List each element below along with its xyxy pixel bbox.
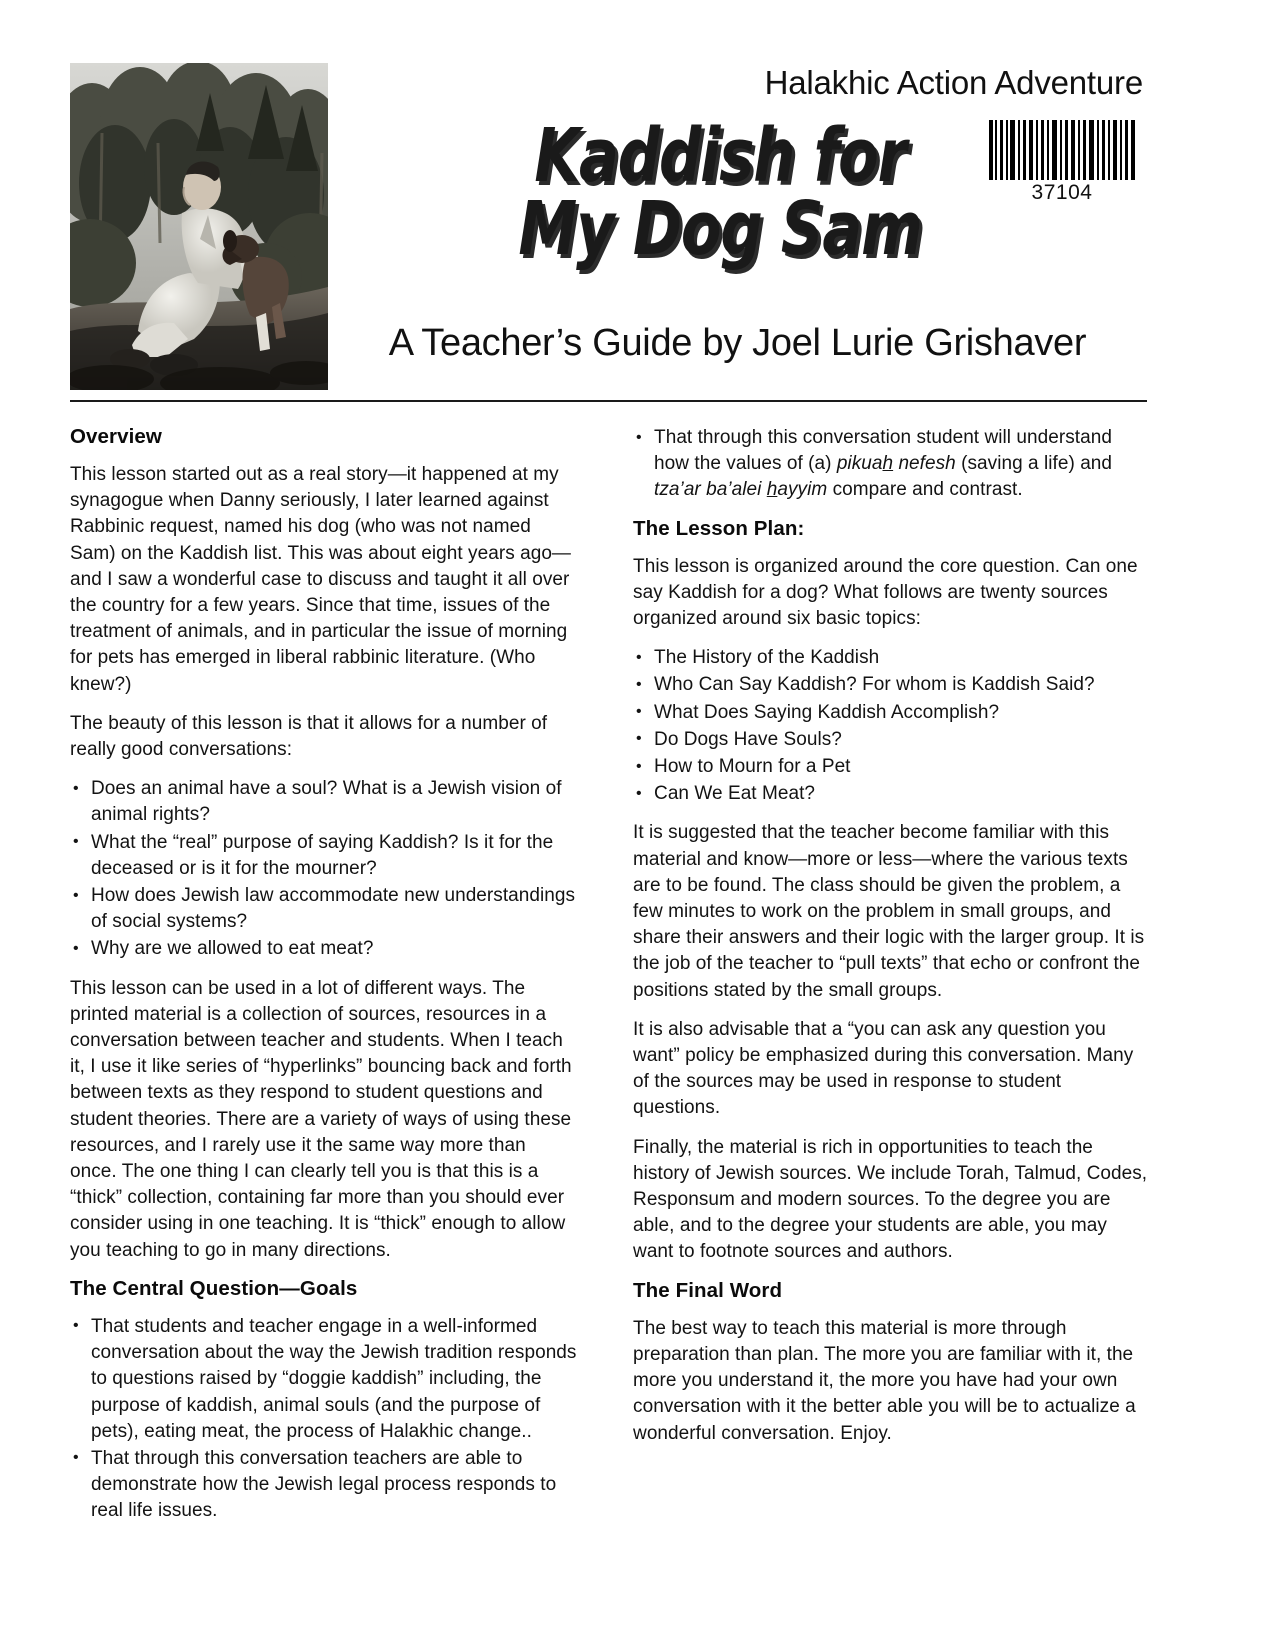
overview-paragraph-2: The beauty of this lesson is that it allows for a number of really good conversations: [70,712,548,761]
translit-d: ayyim [777,479,828,501]
topics-bullet-list [633,645,1150,807]
left-column [70,425,577,1538]
overview-paragraph-3: This lesson can be used in a lot of different ways. The printed material is a collection of sources, resources in a conversation between teacher and students. When I teach it, I use it like series of “hyperlinks” bouncing back and forth between texts as they respond to student questions and student theories. There are a variety of ways of using these resources, and I rarely use it the same way more than once. The one thing I can clearly tell you is that this is a “thick” collection, containing far more than you should ever consider using in one teaching. It is “thick” enough to allow you teaching to go in many directions. [70,977,572,1261]
lesson-plan-paragraph-2: It is suggested that the teacher become familiar with this material and know—more or less—where the various texts are to be found. The class should be given the problem, a few minutes to work on the problem in small groups, and share their answers and their logic with the larger group. It is the job of the teacher to “pull texts” that echo or confront the positions stated by the small groups. [633,822,1145,1001]
photo-illustration [70,63,328,390]
translit-b: nefesh [893,453,956,475]
goals-bullet-list-continued [633,425,1150,504]
list-item: • The History of the Kaddish [633,645,1150,671]
heading-final-word: The Final Word [633,1278,783,1302]
book-title-line-2: My Dog Sam [518,185,922,272]
translit-tzaar-baalei-hayyim [654,479,827,500]
lesson-plan-paragraph-3: It is also advisable that a “you can ask any question you want” policy be emphasized during this conversation. Many of the sources may be used in response to student questions. [633,1018,1134,1119]
list-item [633,425,1150,504]
translit-underlined-h: h [882,453,894,475]
list-item: • Who Can Say Kaddish? For whom is Kaddish Said? [633,672,1150,698]
goal-text-part-3: compare and contrast. [827,479,1023,501]
list-item: • Do Dogs Have Souls? [633,727,1150,753]
goal-text-part-2: (saving a life) and [955,453,1113,475]
final-word-paragraph: The best way to teach this material is more through preparation than plan. The more you are familiar with it, the more you understand it, the more you have had your own conversation with it the better able you will be to actualize a wonderful conversation. Enjoy. [633,1317,1136,1444]
goals-bullet-list [70,1314,577,1525]
lesson-plan-paragraph-4: Finally, the material is rich in opportunities to teach the history of Jewish sources. We include Torah, Talmud, Codes, Responsum and modern sources. To the degree you are able, and to the degree your students are able, you may want to footnote sources and authors. [633,1136,1148,1263]
list-item: • How does Jewish law accommodate new understandings of social systems? [70,883,577,935]
translit-underlined-h-2: h [766,479,778,501]
list-item: • That students and teacher engage in a well-informed conversation about the way the Jewish tradition responds to questions raised by “doggie kaddish” including, the purpose of kaddish, animal souls (and the purpose of pets), eating meat, the process of Halakhic change.. [70,1314,577,1445]
translit-pikuah-nefesh [837,453,956,474]
body-columns [70,425,1150,1538]
series-kicker: Halakhic Action Adventure [764,64,1143,101]
barcode-number: 37104 [1031,181,1093,204]
list-item: • Does an animal have a soul? What is a Jewish vision of animal rights? [70,776,577,828]
list-item: • What the “real” purpose of saying Kaddish? Is it for the deceased or is it for the mourner? [70,830,577,882]
book-title-line-1: Kaddish for [534,113,906,199]
translit-a: pikua [836,453,883,475]
heading-lesson-plan: The Lesson Plan: [633,516,805,540]
overview-paragraph-1: This lesson started out as a real story—it happened at my synagogue when Danny seriously, I later learned against Rabbinic request, named his dog (who was not named Sam) on the Kaddish list. This was about eight years ago—and I saw a wonderful case to discuss and taught it all over the country for a few years. Since that time, issues of the treatment of animals, and in particular the issue of morning for pets has emerged in liberal rabbinic literature. (Who knew?) [70,464,571,695]
list-item: • What Does Saying Kaddish Accomplish? [633,700,1150,726]
heading-overview: Overview [70,425,162,448]
page-subtitle: A Teacher’s Guide by Joel Lurie Grishaver [388,322,1087,364]
right-column [633,425,1150,1538]
header-divider [70,400,1147,402]
list-item: • Why are we allowed to eat meat? [70,936,577,962]
list-item: • How to Mourn for a Pet [633,754,1150,780]
conversation-bullet-list [70,776,577,962]
translit-c: tza’ar ba’alei [654,479,767,501]
lesson-plan-paragraph-1: This lesson is organized around the core question. Can one say Kaddish for a dog? What follows are twenty sources organized around six basic topics: [633,555,1138,630]
list-item: • That through this conversation teachers are able to demonstrate how the Jewish legal process responds to real life issues. [70,1446,577,1525]
goal-text-part-1: That through this conversation student will understand how the values of (a) [654,427,1112,475]
heading-central-question: The Central Question—Goals [70,1276,358,1300]
cover-photo [70,63,328,390]
list-item: • Can We Eat Meat? [633,781,1150,807]
book-title [400,113,1040,272]
